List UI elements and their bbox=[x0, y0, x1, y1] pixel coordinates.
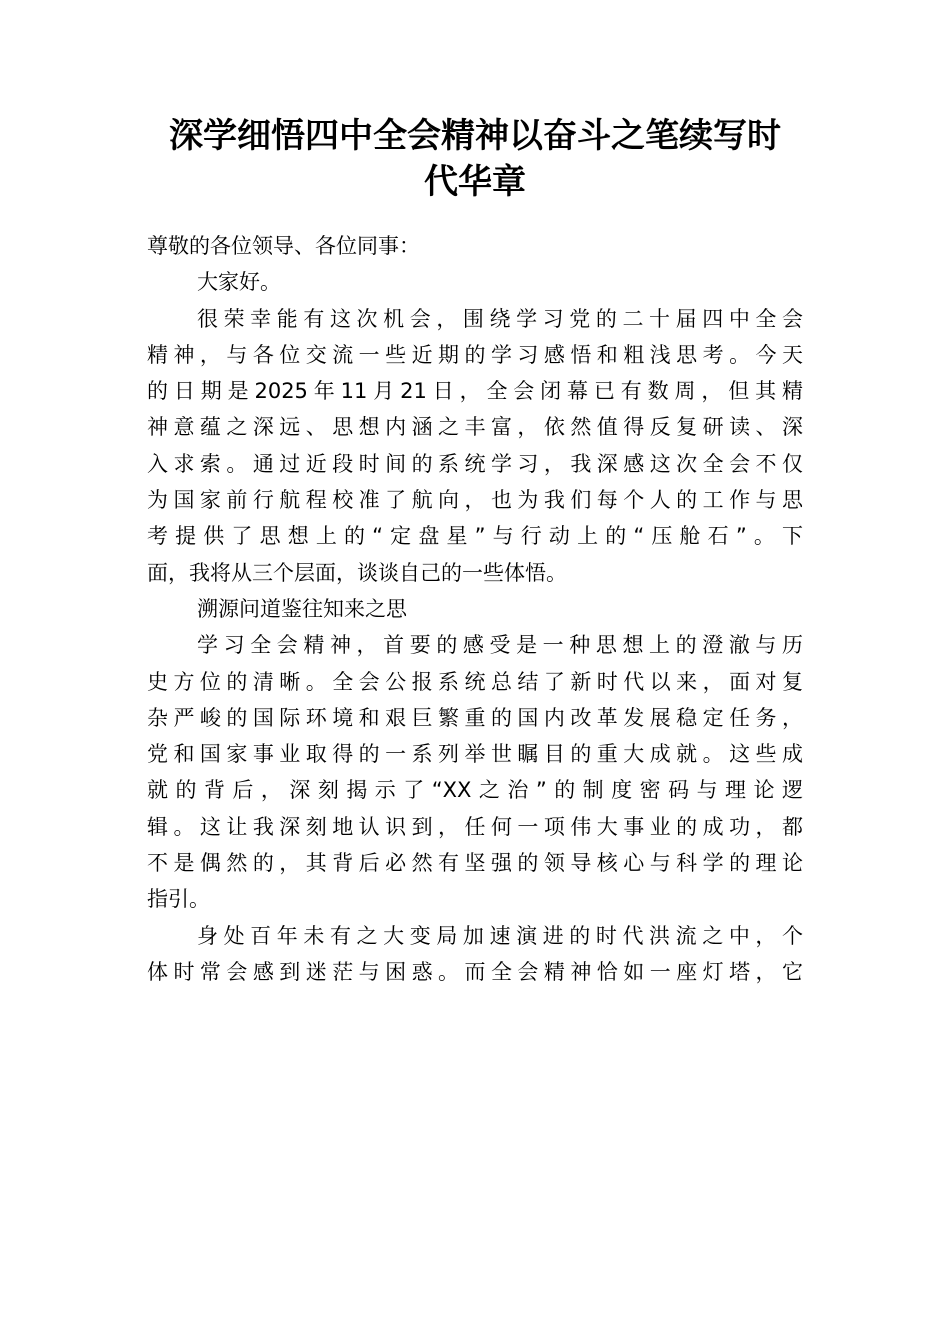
document-title bbox=[120, 113, 830, 205]
section-paragraph-2 bbox=[147, 918, 803, 991]
paragraph-line: 面，我将从三个层面，谈谈自己的一些体悟。 bbox=[147, 560, 567, 585]
paragraph-line: 史方位的清晰。全会公报系统总结了新时代以来，面对复 bbox=[147, 669, 803, 694]
paragraph-line: 很荣幸能有这次机会，围绕学习党的二十届四中全会 bbox=[197, 306, 803, 331]
paragraph-line: 精神，与各位交流一些近期的学习感悟和粗浅思考。今天 bbox=[147, 342, 803, 367]
paragraph-line: 体时常会感到迷茫与困惑。而全会精神恰如一座灯塔，它 bbox=[147, 959, 803, 984]
paragraph-line: 就的背后，深刻揭示了“XX之治”的制度密码与理论逻 bbox=[147, 778, 803, 803]
paragraph-line: 辑。这让我深刻地认识到，任何一项伟大事业的成功，都 bbox=[147, 814, 803, 839]
section-paragraph-1 bbox=[147, 627, 803, 917]
greeting: 大家好。 bbox=[197, 270, 281, 295]
paragraph-line: 学习全会精神，首要的感受是一种思想上的澄澈与历 bbox=[197, 633, 803, 658]
paragraph-line: 神意蕴之深远、思想内涵之丰富，依然值得反复研读、深 bbox=[147, 415, 803, 440]
paragraph-line: 杂严峻的国际环境和艰巨繁重的国内改革发展稳定任务， bbox=[147, 705, 803, 730]
paragraph-line: 考提供了思想上的“定盘星”与行动上的“压舱石”。下 bbox=[147, 524, 803, 549]
title-line-2: 代华章 bbox=[424, 162, 526, 202]
paragraph-line: 为国家前行航程校准了航向，也为我们每个人的工作与思 bbox=[147, 488, 803, 513]
intro-paragraph bbox=[147, 301, 803, 591]
paragraph-line: 党和国家事业取得的一系列举世瞩目的重大成就。这些成 bbox=[147, 742, 803, 767]
paragraph-line: 不是偶然的，其背后必然有坚强的领导核心与科学的理论 bbox=[147, 851, 803, 876]
paragraph-line: 身处百年未有之大变局加速演进的时代洪流之中，个 bbox=[197, 923, 803, 948]
section-heading: 溯源问道鉴往知来之思 bbox=[197, 596, 407, 621]
paragraph-line: 指引。 bbox=[147, 887, 210, 912]
paragraph-line: 的日期是2025年11月21日，全会闭幕已有数周，但其精 bbox=[147, 379, 803, 404]
paragraph-line: 入求索。通过近段时间的系统学习，我深感这次全会不仅 bbox=[147, 451, 803, 476]
title-line-1: 深学细悟四中全会精神以奋斗之笔续写时 bbox=[169, 116, 781, 156]
salutation: 尊敬的各位领导、各位同事： bbox=[147, 234, 420, 258]
document-body bbox=[147, 228, 803, 990]
